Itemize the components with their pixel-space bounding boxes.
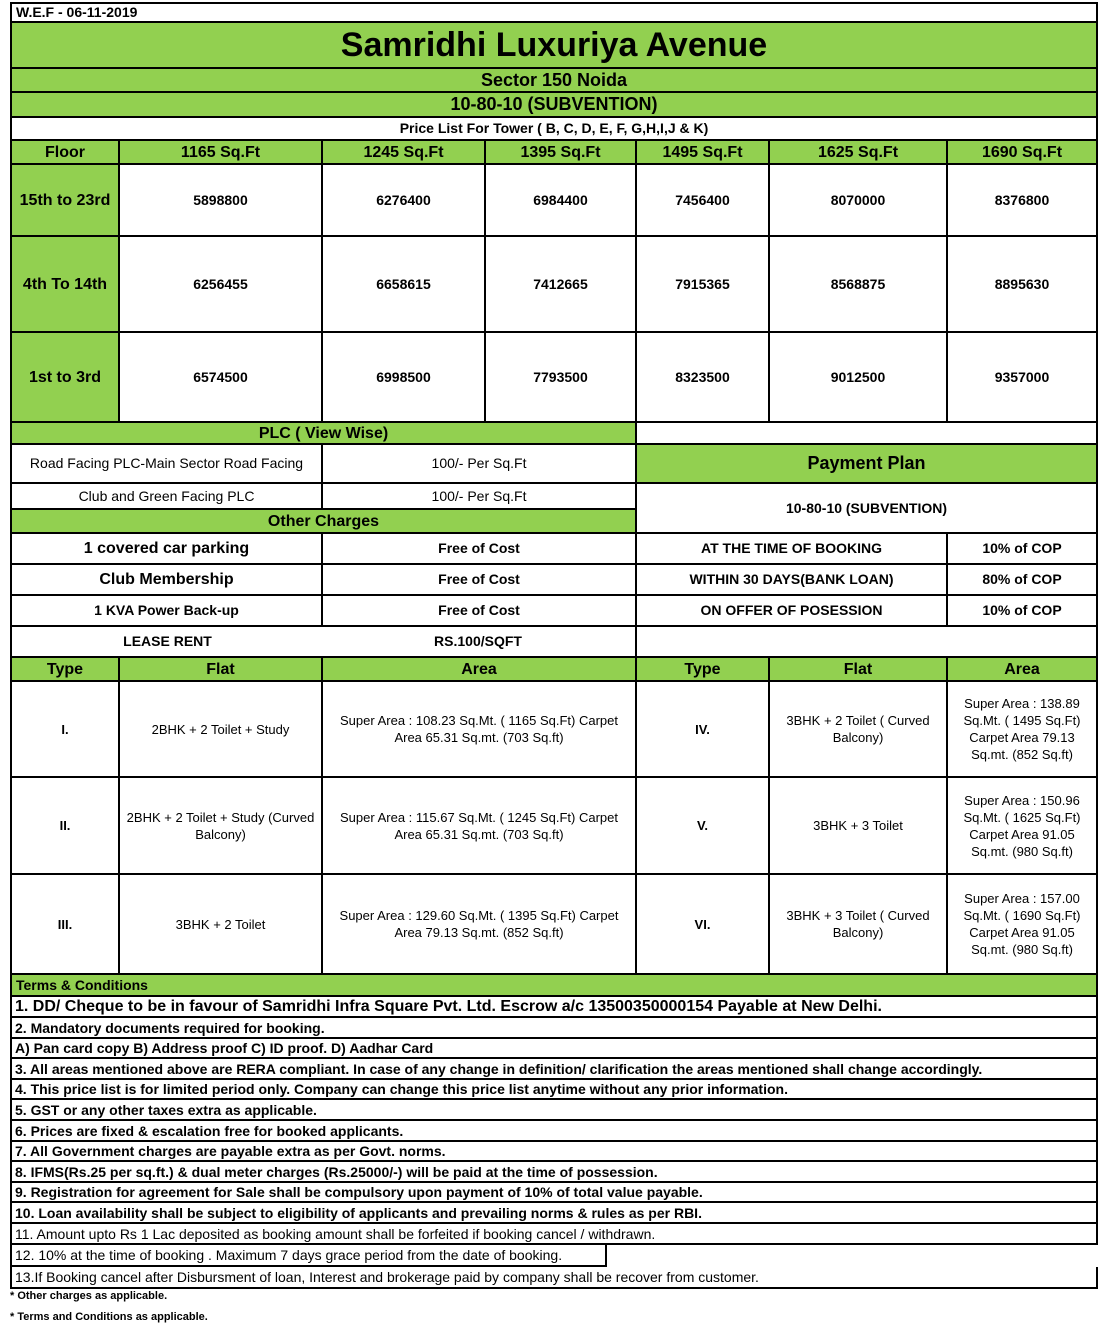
blank-cell: [635, 421, 1098, 445]
type-header: Type: [635, 656, 770, 682]
flat-header: Flat: [118, 656, 323, 682]
charge-label: Club Membership: [10, 563, 323, 596]
terms-item: 7. All Government charges are payable extra as per Govt. norms.: [10, 1142, 1098, 1162]
blank-cell: [635, 625, 1098, 658]
floor-label: 1st to 3rd: [10, 331, 120, 423]
terms-item: 12. 10% at the time of booking . Maximum 7 days grace period from the date of booking.: [10, 1245, 607, 1267]
price-list-heading: Price List For Tower ( B, C, D, E, F, G,H,I,J & K): [10, 116, 1098, 141]
unit-type: VI.: [635, 873, 770, 975]
price-cell: 9012500: [768, 331, 948, 423]
lease-rent-label: LEASE RENT: [10, 625, 323, 658]
size-header: 1495 Sq.Ft: [635, 139, 770, 165]
terms-item: 6. Prices are fixed & escalation free for booked applicants.: [10, 1121, 1098, 1142]
terms-item: 2. Mandatory documents required for booking.: [10, 1018, 1098, 1039]
unit-flat: 3BHK + 2 Toilet ( Curved Balcony): [768, 680, 948, 778]
charge-label: 1 covered car parking: [10, 532, 323, 565]
floor-label: 15th to 23rd: [10, 163, 120, 237]
unit-type: I.: [10, 680, 120, 778]
terms-item: 4. This price list is for limited period only. Company can change this price list anytime without any prior information.: [10, 1080, 1098, 1100]
price-cell: 7456400: [635, 163, 770, 237]
terms-item: 1. DD/ Cheque to be in favour of Samridhi Infra Square Pvt. Ltd. Escrow a/c 13500350000154 Payable at New Delhi.: [10, 997, 1098, 1018]
price-cell: 6658615: [321, 235, 486, 333]
wef-date: W.E.F - 06-11-2019: [10, 2, 1098, 23]
unit-flat: 3BHK + 2 Toilet: [118, 873, 323, 975]
plc-label: Club and Green Facing PLC: [10, 482, 323, 510]
terms-item: 3. All areas mentioned above are RERA compliant. In case of any change in definition/ clarification the areas mentioned shall change accordingly.: [10, 1059, 1098, 1080]
unit-flat: 3BHK + 3 Toilet ( Curved Balcony): [768, 873, 948, 975]
unit-type: IV.: [635, 680, 770, 778]
price-cell: 9357000: [946, 331, 1098, 423]
floor-label: 4th To 14th: [10, 235, 120, 333]
price-cell: 6276400: [321, 163, 486, 237]
price-cell: 5898800: [118, 163, 323, 237]
price-cell: 6984400: [484, 163, 637, 237]
price-cell: 6998500: [321, 331, 486, 423]
size-header: 1245 Sq.Ft: [321, 139, 486, 165]
terms-item: 8. IFMS(Rs.25 per sq.ft.) & dual meter charges (Rs.25000/-) will be paid at the time of possession.: [10, 1162, 1098, 1183]
terms-item: 13.If Booking cancel after Disbursment of loan, Interest and brokerage paid by company shall be recover from customer.: [10, 1267, 1098, 1289]
unit-type: V.: [635, 776, 770, 875]
floor-header: Floor: [10, 139, 120, 165]
area-header: Area: [321, 656, 637, 682]
location-subtitle: Sector 150 Noida: [10, 67, 1098, 93]
plc-value: 100/- Per Sq.Ft: [321, 443, 637, 484]
unit-flat: 3BHK + 3 Toilet: [768, 776, 948, 875]
other-charges-heading: Other Charges: [10, 508, 637, 534]
unit-area: Super Area : 115.67 Sq.Mt. ( 1245 Sq.Ft) Carpet Area 65.31 Sq.mt. (703 Sq.ft): [321, 776, 637, 875]
size-header: 1690 Sq.Ft: [946, 139, 1098, 165]
price-cell: 8895630: [946, 235, 1098, 333]
charge-value: Free of Cost: [321, 594, 637, 627]
payment-plan-heading: Payment Plan: [635, 443, 1098, 484]
charge-label: 1 KVA Power Back-up: [10, 594, 323, 627]
price-cell: 8070000: [768, 163, 948, 237]
unit-area: Super Area : 129.60 Sq.Mt. ( 1395 Sq.Ft) Carpet Area 79.13 Sq.mt. (852 Sq.ft): [321, 873, 637, 975]
plc-heading: PLC ( View Wise): [10, 421, 637, 445]
size-header: 1625 Sq.Ft: [768, 139, 948, 165]
unit-type: II.: [10, 776, 120, 875]
terms-item: 5. GST or any other taxes extra as applicable.: [10, 1100, 1098, 1121]
terms-item: 9. Registration for agreement for Sale shall be compulsory upon payment of 10% of total value payable.: [10, 1183, 1098, 1203]
payment-amount: 10% of COP: [946, 532, 1098, 565]
unit-area: Super Area : 150.96 Sq.Mt. ( 1625 Sq.Ft) Carpet Area 91.05 Sq.mt. (980 Sq.ft): [946, 776, 1098, 875]
price-cell: 8376800: [946, 163, 1098, 237]
payment-amount: 10% of COP: [946, 594, 1098, 627]
payment-plan-name: 10-80-10 (SUBVENTION): [635, 482, 1098, 534]
charge-value: Free of Cost: [321, 563, 637, 596]
lease-rent-value: RS.100/SQFT: [321, 625, 637, 658]
plc-label: Road Facing PLC-Main Sector Road Facing: [10, 443, 323, 484]
plan-subtitle: 10-80-10 (SUBVENTION): [10, 91, 1098, 118]
terms-item: A) Pan card copy B) Address proof C) ID proof. D) Aadhar Card: [10, 1039, 1098, 1059]
unit-type: III.: [10, 873, 120, 975]
unit-flat: 2BHK + 2 Toilet + Study (Curved Balcony): [118, 776, 323, 875]
price-cell: 6256455: [118, 235, 323, 333]
size-header: 1165 Sq.Ft: [118, 139, 323, 165]
unit-area: Super Area : 108.23 Sq.Mt. ( 1165 Sq.Ft) Carpet Area 65.31 Sq.mt. (703 Sq.ft): [321, 680, 637, 778]
footnote: * Other charges as applicable.: [10, 1290, 168, 1302]
payment-stage: ON OFFER OF POSESSION: [635, 594, 948, 627]
price-cell: 7412665: [484, 235, 637, 333]
page-title: Samridhi Luxuriya Avenue: [10, 21, 1098, 69]
price-cell: 6574500: [118, 331, 323, 423]
terms-item: 11. Amount upto Rs 1 Lac deposited as booking amount shall be forfeited if booking cancel / withdrawn.: [10, 1224, 1098, 1245]
area-header: Area: [946, 656, 1098, 682]
unit-area: Super Area : 157.00 Sq.Mt. ( 1690 Sq.Ft) Carpet Area 91.05 Sq.mt. (980 Sq.ft): [946, 873, 1098, 975]
terms-item: 10. Loan availability shall be subject to eligibility of applicants and prevailing norms & rules as per RBI.: [10, 1203, 1098, 1224]
type-header: Type: [10, 656, 120, 682]
payment-stage: WITHIN 30 DAYS(BANK LOAN): [635, 563, 948, 596]
unit-flat: 2BHK + 2 Toilet + Study: [118, 680, 323, 778]
price-cell: 8568875: [768, 235, 948, 333]
flat-header: Flat: [768, 656, 948, 682]
price-cell: 8323500: [635, 331, 770, 423]
unit-area: Super Area : 138.89 Sq.Mt. ( 1495 Sq.Ft) Carpet Area 79.13 Sq.mt. (852 Sq.ft): [946, 680, 1098, 778]
plc-value: 100/- Per Sq.Ft: [321, 482, 637, 510]
price-cell: 7793500: [484, 331, 637, 423]
footnote: * Terms and Conditions as applicable.: [10, 1311, 208, 1323]
terms-heading: Terms & Conditions: [10, 973, 1098, 997]
size-header: 1395 Sq.Ft: [484, 139, 637, 165]
payment-amount: 80% of COP: [946, 563, 1098, 596]
payment-stage: AT THE TIME OF BOOKING: [635, 532, 948, 565]
price-cell: 7915365: [635, 235, 770, 333]
charge-value: Free of Cost: [321, 532, 637, 565]
